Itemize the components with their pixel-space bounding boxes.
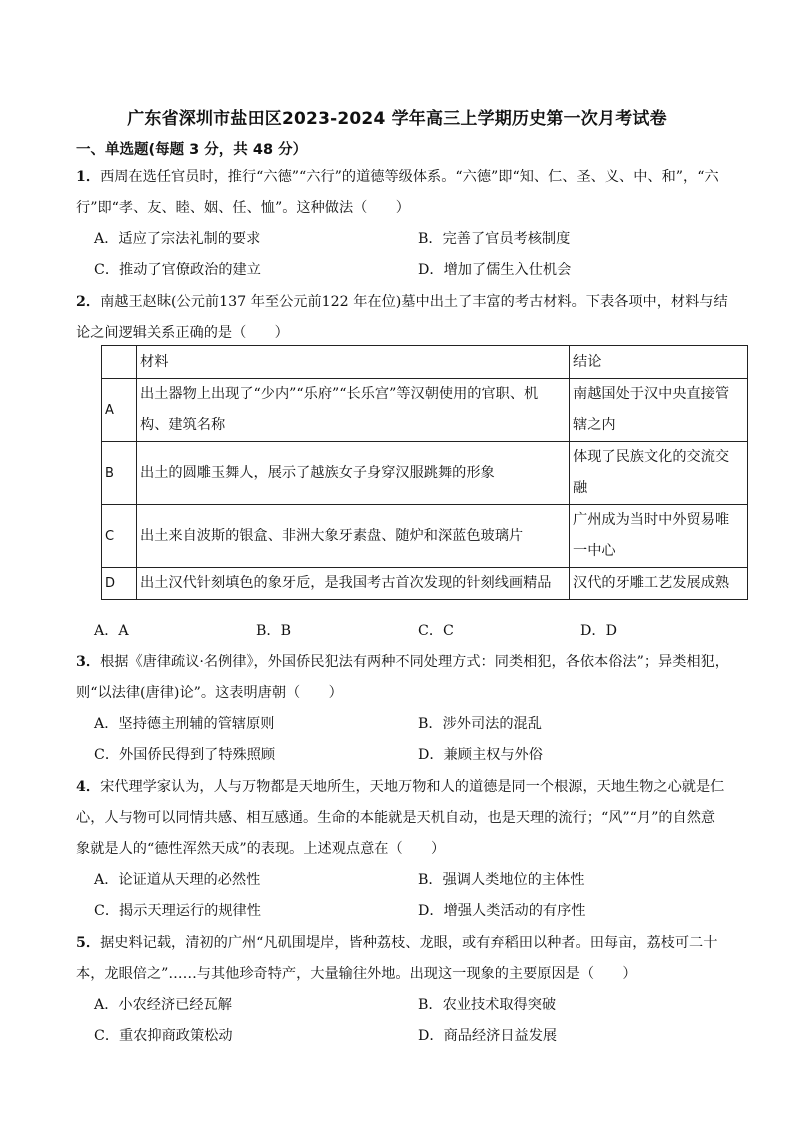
table-row bbox=[102, 505, 748, 568]
q5-stem-line-2: 本，龙眼倍之”……与其他珍奇特产，大量输往外地。出现这一现象的主要原因是（ ） bbox=[76, 966, 637, 982]
q3-option-d: D．兼顾主权与外俗 bbox=[418, 747, 543, 763]
table-header-key bbox=[102, 346, 137, 379]
q3-stem-line-2: 则“以法律(唐律)论”。这表明唐朝（ ） bbox=[76, 685, 343, 701]
row-conclusion: 广州成为当时中外贸易唯 一中心 bbox=[570, 505, 748, 568]
q3-option-b: B．涉外司法的混乱 bbox=[418, 716, 542, 732]
q5-stem-line-1: 5．据史料记载，清初的广州“凡矶围堤岸，皆种荔枝、龙眼，或有弃稻田以种者。田每亩，荔枝可二十 bbox=[76, 935, 718, 951]
q3-stem-line-1: 3．根据《唐律疏议·名例律》，外国侨民犯法有两种不同处理方式：同类相犯，各依本俗法”；异类相犯， bbox=[76, 654, 729, 670]
q5-option-d: D．商品经济日益发展 bbox=[418, 1028, 558, 1044]
q2-number: 2． bbox=[76, 294, 101, 310]
exam-title: 广东省深圳市盐田区2023-2024 学年高三上学期历史第一次月考试卷 bbox=[127, 109, 667, 129]
q2-stem-line-1: 2．南越王赵眜(公元前137 年至公元前122 年在位)墓中出土了丰富的考古材料。下表各项中，材料与结 bbox=[76, 294, 728, 310]
q1-stem-line-2: 行”即“孝、友、睦、姻、任、恤”。这种做法（ ） bbox=[76, 200, 410, 216]
table-header-conclusion: 结论 bbox=[570, 346, 748, 379]
q4-option-a: A．论证道从天理的必然性 bbox=[94, 872, 261, 888]
q4-stem-line-3: 象就是人的“德性浑然天成”的表现。上述观点意在（ ） bbox=[76, 841, 446, 857]
q1-option-b: B．完善了官员考核制度 bbox=[418, 231, 571, 247]
q1-stem-line-1: 1．西周在选任官员时，推行“六德”“六行”的道德等级体系。“六德”即“知、仁、圣、义、中、和”，“六 bbox=[76, 169, 719, 185]
q4-stem-line-2: 心，人与物可以同情共感、相互感通。生命的本能就是天机自动，也是天理的流行；“风”“月”的自然意 bbox=[76, 810, 716, 826]
q1-option-a: A．适应了宗法礼制的要求 bbox=[94, 231, 261, 247]
row-conclusion: 汉代的牙雕工艺发展成熟 bbox=[570, 568, 748, 600]
q4-stem-line-1: 4．宋代理学家认为，人与万物都是天地所生，天地万物和人的道德是同一个根源，天地生物之心就是仁 bbox=[76, 779, 725, 795]
row-material: 出土来自波斯的银盒、非洲大象牙素盘、随炉和深蓝色玻璃片 bbox=[137, 505, 570, 568]
q3-option-c: C．外国侨民得到了特殊照顾 bbox=[94, 747, 276, 763]
row-key: A bbox=[102, 379, 137, 442]
q1-option-d: D．增加了儒生入仕机会 bbox=[418, 262, 572, 278]
q4-option-b: B．强调人类地位的主体性 bbox=[418, 872, 585, 888]
table-row bbox=[102, 379, 748, 442]
table-header-row bbox=[102, 346, 748, 379]
q3-option-a: A．坚持德主刑辅的管辖原则 bbox=[94, 716, 275, 732]
q4-option-c: C．揭示天理运行的规律性 bbox=[94, 903, 261, 919]
q1-option-c: C．推动了官僚政治的建立 bbox=[94, 262, 261, 278]
row-key: B bbox=[102, 442, 137, 505]
q3-number: 3． bbox=[76, 654, 101, 670]
table-row bbox=[102, 568, 748, 600]
row-conclusion: 南越国处于汉中央直接管 辖之内 bbox=[570, 379, 748, 442]
row-material: 出土汉代针刻填色的象牙卮，是我国考古首次发现的针刻线画精品 bbox=[137, 568, 570, 600]
row-key: C bbox=[102, 505, 137, 568]
q5-option-a: A．小农经济已经瓦解 bbox=[94, 997, 232, 1013]
q2-stem-line-2: 论之间逻辑关系正确的是（ ） bbox=[76, 325, 289, 341]
q2-option-d: D．D bbox=[580, 623, 617, 639]
row-material: 出土的圆雕玉舞人，展示了越族女子身穿汉服跳舞的形象 bbox=[137, 442, 570, 505]
q5-number: 5． bbox=[76, 935, 101, 951]
q2-option-b: B．B bbox=[256, 623, 292, 639]
q5-option-c: C．重农抑商政策松动 bbox=[94, 1028, 233, 1044]
q5-option-b: B．农业技术取得突破 bbox=[418, 997, 557, 1013]
table-row bbox=[102, 442, 748, 505]
row-key: D bbox=[102, 568, 137, 600]
table-header-material: 材料 bbox=[137, 346, 570, 379]
q2-option-c: C．C bbox=[418, 623, 454, 639]
q1-number: 1． bbox=[76, 169, 101, 185]
row-material: 出土器物上出现了“少内”“乐府”“长乐宫”等汉朝使用的官职、机 构、建筑名称 bbox=[137, 379, 570, 442]
row-conclusion: 体现了民族文化的交流交 融 bbox=[570, 442, 748, 505]
section-heading: 一、单选题(每题 3 分，共 48 分） bbox=[76, 142, 308, 158]
q2-option-a: A．A bbox=[94, 623, 129, 639]
q2-material-table bbox=[101, 345, 748, 600]
q4-number: 4． bbox=[76, 779, 101, 795]
q4-option-d: D．增强人类活动的有序性 bbox=[418, 903, 586, 919]
